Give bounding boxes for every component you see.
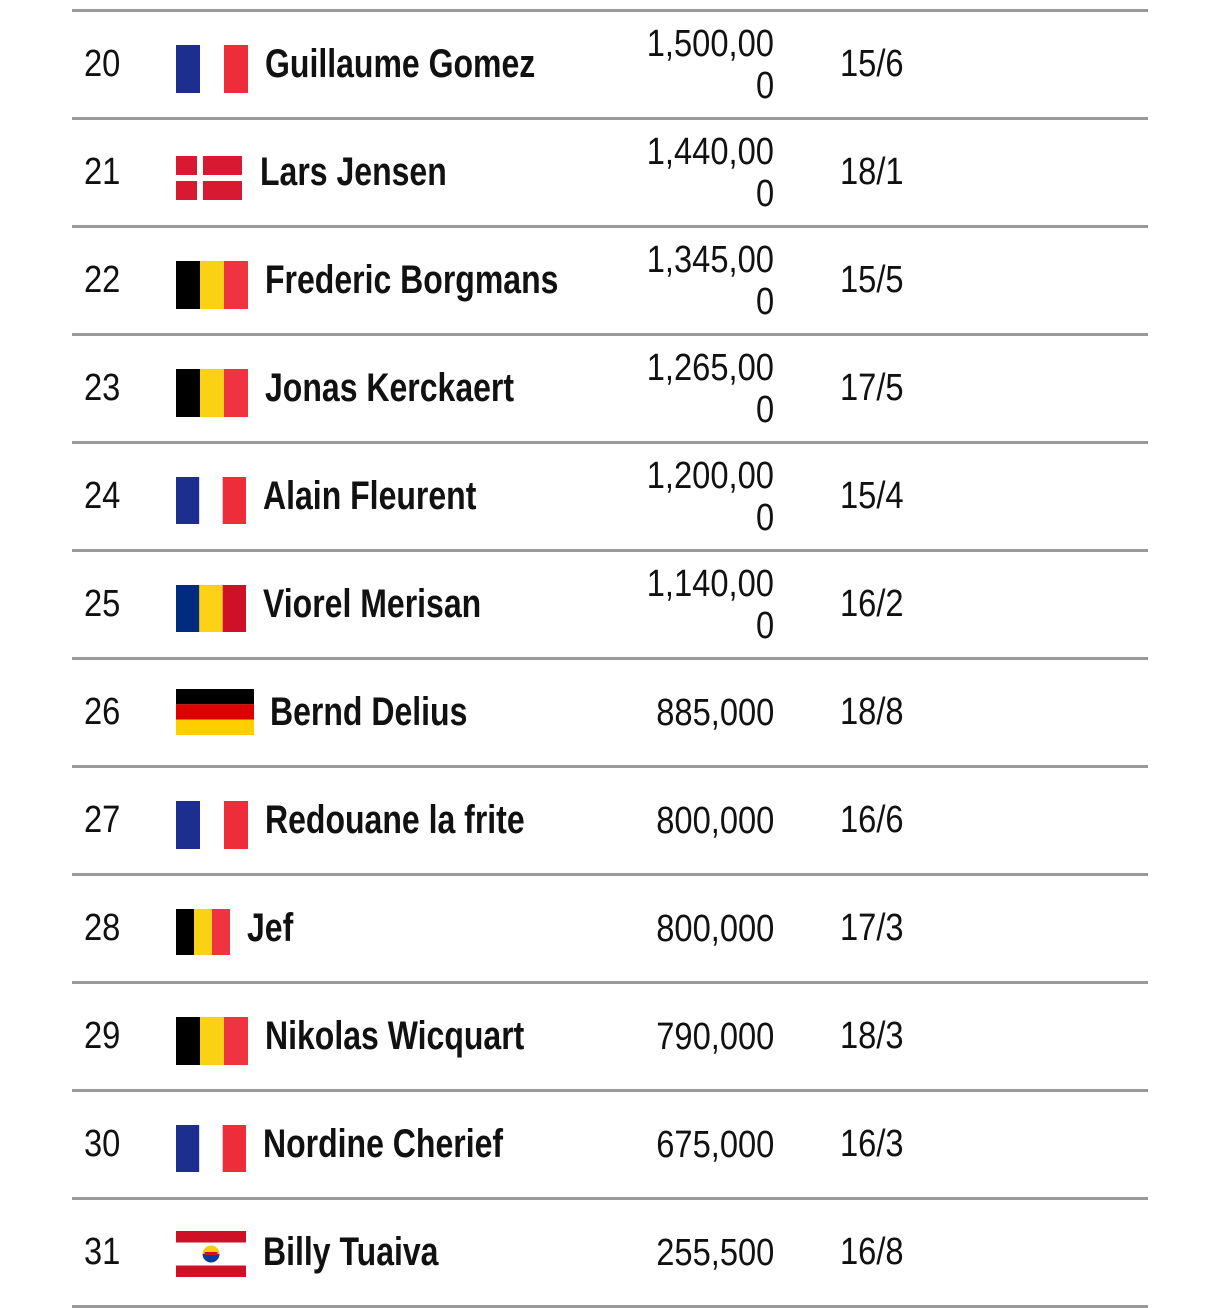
amount-cell	[554, 552, 774, 657]
rank-cell: 20	[84, 43, 121, 85]
belgium-flag-icon	[176, 261, 248, 309]
table-row	[72, 444, 1148, 552]
germany-flag-icon	[176, 689, 254, 735]
amount-line-2: 0	[755, 172, 774, 215]
belgium-flag-icon	[176, 909, 230, 955]
record-cell: 16/8	[840, 1231, 904, 1273]
amount-line-2: 0	[755, 388, 774, 431]
record-cell: 17/3	[840, 907, 904, 949]
record-cell: 16/3	[840, 1123, 904, 1165]
rank-cell: 26	[84, 691, 121, 733]
rank-cell: 24	[84, 475, 121, 517]
amount-line-2: 0	[755, 64, 774, 107]
table-row	[72, 660, 1148, 768]
amount-cell	[554, 336, 774, 441]
amount-cell	[554, 768, 774, 873]
france-flag-icon	[176, 1125, 246, 1172]
record-cell: 17/5	[840, 367, 904, 409]
amount-line-1: 1,200,00	[646, 454, 774, 497]
amount-cell	[554, 876, 774, 981]
table-row	[72, 12, 1148, 120]
amount-cell	[554, 444, 774, 549]
table-row	[72, 552, 1148, 660]
player-name: Nikolas Wicquart	[265, 1014, 525, 1058]
player-name: Jonas Kerckaert	[265, 366, 515, 410]
ranking-table	[72, 9, 1148, 1308]
table-row	[72, 1092, 1148, 1200]
amount-line-1: 1,440,00	[646, 130, 774, 173]
player-name: Jef	[247, 906, 294, 950]
rank-cell: 29	[84, 1015, 121, 1057]
player-name: Billy Tuaiva	[263, 1230, 439, 1274]
amount-cell	[554, 984, 774, 1089]
amount-line-1: 800,000	[655, 907, 774, 950]
player-name: Frederic Borgmans	[265, 258, 559, 302]
romania-flag-icon	[176, 585, 246, 632]
record-cell: 16/2	[840, 583, 904, 625]
amount-line-2: 0	[755, 496, 774, 539]
rank-cell: 30	[84, 1123, 121, 1165]
amount-cell	[554, 1092, 774, 1197]
record-cell: 15/4	[840, 475, 904, 517]
amount-line-1: 1,265,00	[646, 346, 774, 389]
table-row	[72, 984, 1148, 1092]
record-cell: 18/8	[840, 691, 904, 733]
rank-cell: 23	[84, 367, 121, 409]
record-cell: 15/5	[840, 259, 904, 301]
rank-cell: 22	[84, 259, 121, 301]
amount-cell	[554, 228, 774, 333]
rank-cell: 28	[84, 907, 121, 949]
record-cell: 18/3	[840, 1015, 904, 1057]
table-row	[72, 228, 1148, 336]
rank-cell: 21	[84, 151, 121, 193]
amount-cell	[554, 1200, 774, 1305]
amount-line-1: 255,500	[655, 1231, 774, 1274]
amount-line-2: 0	[755, 280, 774, 323]
table-row	[72, 120, 1148, 228]
french-polynesia-flag-icon	[176, 1231, 246, 1277]
rank-cell: 25	[84, 583, 121, 625]
table-row	[72, 876, 1148, 984]
player-name: Viorel Merisan	[263, 582, 482, 626]
amount-cell	[554, 120, 774, 225]
belgium-flag-icon	[176, 1017, 248, 1065]
belgium-flag-icon	[176, 369, 248, 417]
rank-cell: 27	[84, 799, 121, 841]
amount-line-1: 675,000	[655, 1123, 774, 1166]
table-row	[72, 1200, 1148, 1308]
amount-line-1: 1,345,00	[646, 238, 774, 281]
record-cell: 16/6	[840, 799, 904, 841]
player-name: Nordine Cherief	[263, 1122, 504, 1166]
amount-line-1: 1,500,00	[646, 22, 774, 65]
france-flag-icon	[176, 801, 248, 849]
denmark-flag-icon	[176, 156, 242, 200]
amount-line-1: 790,000	[655, 1015, 774, 1058]
player-name: Bernd Delius	[270, 690, 468, 734]
amount-cell	[554, 12, 774, 117]
amount-line-2: 0	[755, 604, 774, 647]
amount-line-1: 800,000	[655, 799, 774, 842]
france-flag-icon	[176, 45, 248, 93]
record-cell: 15/6	[840, 43, 904, 85]
record-cell: 18/1	[840, 151, 904, 193]
amount-cell	[554, 660, 774, 765]
player-name: Redouane la frite	[265, 798, 525, 842]
player-name: Lars Jensen	[260, 150, 447, 194]
player-name: Guillaume Gomez	[265, 42, 536, 86]
player-name: Alain Fleurent	[263, 474, 477, 518]
table-row	[72, 336, 1148, 444]
france-flag-icon	[176, 477, 246, 524]
amount-line-1: 1,140,00	[646, 562, 774, 605]
rank-cell: 31	[84, 1231, 121, 1273]
amount-line-1: 885,000	[655, 691, 774, 734]
table-row	[72, 768, 1148, 876]
